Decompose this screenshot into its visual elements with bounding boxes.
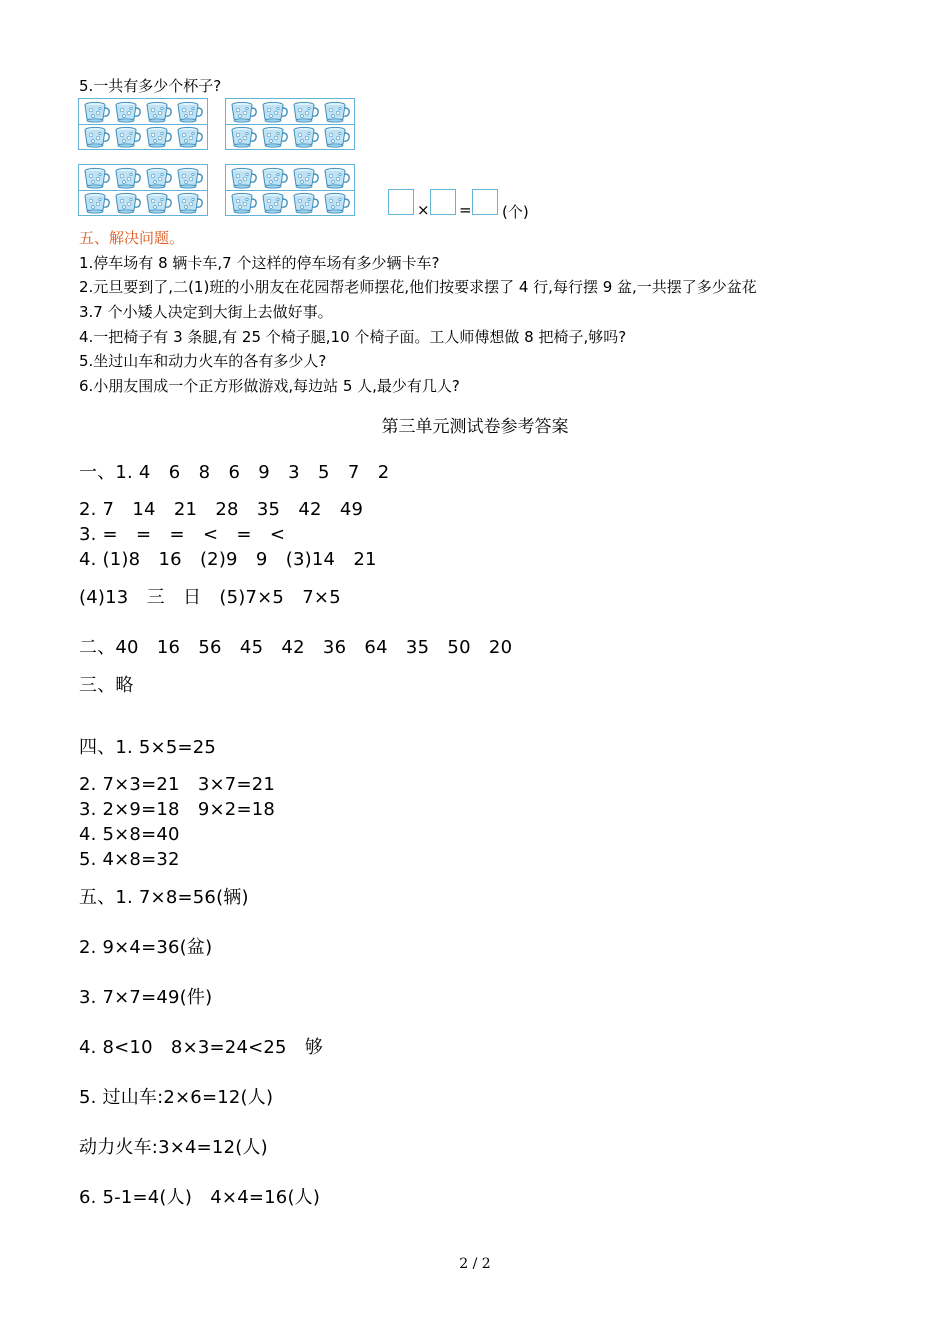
cup-icon [292, 126, 320, 148]
answer-line: 4. 5×8=40 [79, 824, 180, 845]
cup-icon [323, 126, 351, 148]
cup-icon [114, 192, 142, 214]
cup-row [226, 165, 354, 191]
cup-icon [114, 126, 142, 148]
cup-icon [83, 101, 111, 123]
answer-line: 3. = = = < = < [79, 524, 286, 545]
cup-icon [145, 101, 173, 123]
cup-group [78, 98, 208, 150]
cup-group [225, 164, 355, 216]
cup-group [225, 98, 355, 150]
answer-line: (4)13 三 日 (5)7×5 7×5 [79, 587, 341, 608]
answer-line: 2. 7 14 21 28 35 42 49 [79, 499, 364, 520]
cup-icon [83, 192, 111, 214]
cup-row [79, 124, 207, 149]
cup-icon [261, 101, 289, 123]
answer-line: 2. 9×4=36(盆) [79, 937, 213, 958]
cup-icon [83, 167, 111, 189]
problem-1: 1.停车场有 8 辆卡车,7 个这样的停车场有多少辆卡车? [79, 254, 440, 272]
cup-icon [145, 126, 173, 148]
answer-line: 5. 过山车:2×6=12(人) [79, 1087, 274, 1108]
answer-line: 6. 5-1=4(人) 4×4=16(人) [79, 1187, 321, 1208]
cup-icon [292, 192, 320, 214]
problem-5: 5.坐过山车和动力火车的各有多少人? [79, 352, 327, 370]
times-sign: × [417, 201, 430, 219]
cup-icon [176, 167, 204, 189]
problem-3: 3.7 个小矮人决定到大街上去做好事。 [79, 303, 333, 321]
cup-row [226, 124, 354, 149]
cup-icon [145, 167, 173, 189]
cup-icon [114, 101, 142, 123]
cup-icon [176, 126, 204, 148]
answer-box-2[interactable] [430, 189, 456, 215]
answer-line: 2. 7×3=21 3×7=21 [79, 774, 276, 795]
question-5-prompt: 5.一共有多少个杯子? [79, 77, 222, 95]
problem-2: 2.元旦要到了,二(1)班的小朋友在花园帮老师摆花,他们按要求摆了 4 行,每行摆 9 盆,一共摆了多少盆花 [79, 278, 757, 296]
answer-line: 二、40 16 56 45 42 36 64 35 50 20 [79, 637, 513, 658]
answer-box-1[interactable] [388, 189, 414, 215]
problem-6: 6.小朋友围成一个正方形做游戏,每边站 5 人,最少有几人? [79, 377, 460, 395]
cup-row [79, 190, 207, 215]
cup-icon [323, 167, 351, 189]
cup-icon [292, 101, 320, 123]
cup-row [226, 99, 354, 125]
cup-icon [230, 101, 258, 123]
equals-sign: = [459, 201, 472, 219]
answer-line: 动力火车:3×4=12(人) [79, 1137, 268, 1158]
cup-group [78, 164, 208, 216]
answer-box-3[interactable] [472, 189, 498, 215]
cup-icon [261, 126, 289, 148]
cup-row [226, 190, 354, 215]
cup-icon [323, 101, 351, 123]
unit-label: (个) [502, 203, 529, 221]
cup-icon [176, 101, 204, 123]
cup-icon [83, 126, 111, 148]
cup-icon [230, 126, 258, 148]
cup-icon [230, 167, 258, 189]
answer-line: 5. 4×8=32 [79, 849, 180, 870]
cup-icon [261, 192, 289, 214]
answer-line: 4. 8<10 8×3=24<25 够 [79, 1037, 324, 1058]
cup-icon [261, 167, 289, 189]
answer-line: 五、1. 7×8=56(辆) [79, 887, 249, 908]
answer-line: 3. 7×7=49(件) [79, 987, 213, 1008]
page-number: 2 / 2 [459, 1256, 491, 1272]
cup-icon [230, 192, 258, 214]
answer-line: 四、1. 5×5=25 [79, 737, 217, 758]
cup-row [79, 165, 207, 191]
answer-line: 4. (1)8 16 (2)9 9 (3)14 21 [79, 549, 377, 570]
answer-line: 三、略 [79, 675, 134, 696]
cup-icon [114, 167, 142, 189]
cup-icon [323, 192, 351, 214]
answer-line: 3. 2×9=18 9×2=18 [79, 799, 276, 820]
answer-key-title: 第三单元测试卷参考答案 [381, 417, 569, 437]
answer-line: 一、1. 4 6 8 6 9 3 5 7 2 [79, 462, 390, 483]
section-5-title: 五、解决问题。 [79, 229, 185, 247]
problem-4: 4.一把椅子有 3 条腿,有 25 个椅子腿,10 个椅子面。工人师傅想做 8 把椅子,够吗? [79, 328, 627, 346]
cup-icon [145, 192, 173, 214]
cup-icon [176, 192, 204, 214]
cup-row [79, 99, 207, 125]
cup-icon [292, 167, 320, 189]
